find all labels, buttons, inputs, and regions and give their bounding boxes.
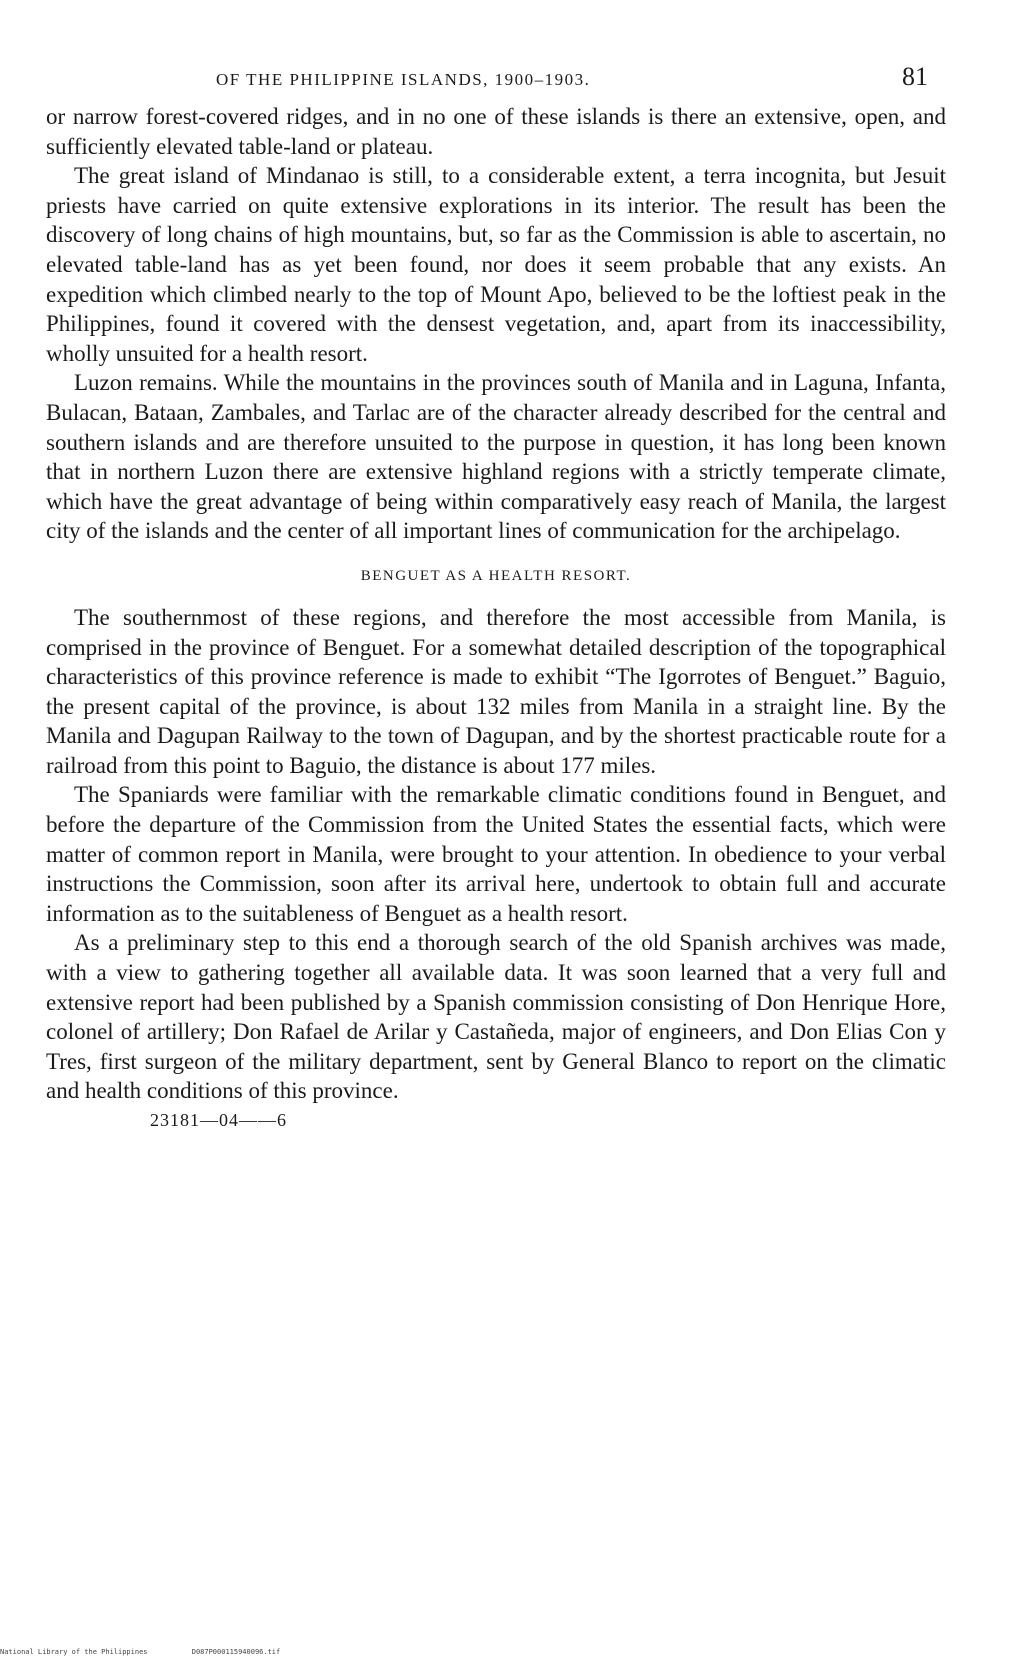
paragraph: The Spaniards were familiar with the remarkable climatic conditions found in Benguet, and before the departure of the Commission from the United States the essential facts, which were matter of common report in Manila, were brought to your attention. In obedience to your verbal instructions the Commission, soon after its arrival here, undertook to obtain full and accurate information as to the suitableness of Benguet as a health resort. [46, 782, 946, 926]
document-page [46, 62, 946, 1131]
paragraph: Luzon remains. While the mountains in the provinces south of Manila and in Laguna, Infanta, Bulacan, Bataan, Zambales, and Tarlac are of the character already described for the central and southern islands and are therefore unsuited to the purpose in question, it has long been known that in northern Luzon there are extensive highland regions with a strictly temperate climate, which have the great advantage of being within comparatively easy reach of Manila, the largest city of the islands and the center of all important lines of communication for the archipelago. [46, 370, 946, 544]
section-heading: BENGUET AS A HEALTH RESORT. [360, 567, 632, 584]
header-title: OF THE PHILIPPINE ISLANDS, 1900–1903. [216, 70, 591, 89]
paragraph: The southernmost of these regions, and therefore the most accessible from Manila, is comprised in the province of Benguet. For a somewhat detailed description of the topographical characteristics of this province reference is made to exhibit “The Igorrotes of Benguet.” Baguio, the present capital of the province, is about 132 miles from Manila in a straight line. By the Manila and Dagupan Railway to the town of Dagupan, and by the shortest practicable route for a railroad from this point to Baguio, the distance is about 177 miles. [46, 604, 946, 778]
body-text [46, 102, 946, 1106]
paragraph: As a preliminary step to this end a thorough search of the old Spanish archives was made, with a view to gathering together all available data. It was soon learned that a very full and extensive report had been published by a Spanish commission consisting of Don Henrique Hore, colonel of artillery; Don Rafael de Arilar y Castañeda, major of engineers, and Don Elias Con y Tres, first surgeon of the military department, sent by General Blanco to report on the climatic and health conditions of this province. [46, 930, 946, 1104]
footer-library: National Library of the Philippines [0, 1648, 148, 1656]
footer-file-id: D087P000115940096.tif [191, 1648, 281, 1656]
running-header [46, 62, 946, 102]
signature-line: 23181—04——6 [150, 1110, 287, 1130]
scan-footer [0, 1648, 280, 1656]
page-number: 81 [902, 62, 928, 91]
paragraph: or narrow forest-covered ridges, and in no one of these islands is there an extensive, open, and sufficiently elevated table-land or plateau. [46, 104, 946, 159]
paragraph: The great island of Mindanao is still, to a considerable extent, a terra incognita, but Jesuit priests have carried on quite extensive explorations in its interior. The result has been the discovery of long chains of high mountains, but, so far as the Commission is able to ascertain, no elevated table-land has as yet been found, nor does it seem probable that any exists. An expedition which climbed nearly to the top of Mount Apo, believed to be the loftiest peak in the Philippines, found it covered with the densest vegetation, and, apart from its inaccessibility, wholly unsuited for a health resort. [46, 163, 946, 366]
